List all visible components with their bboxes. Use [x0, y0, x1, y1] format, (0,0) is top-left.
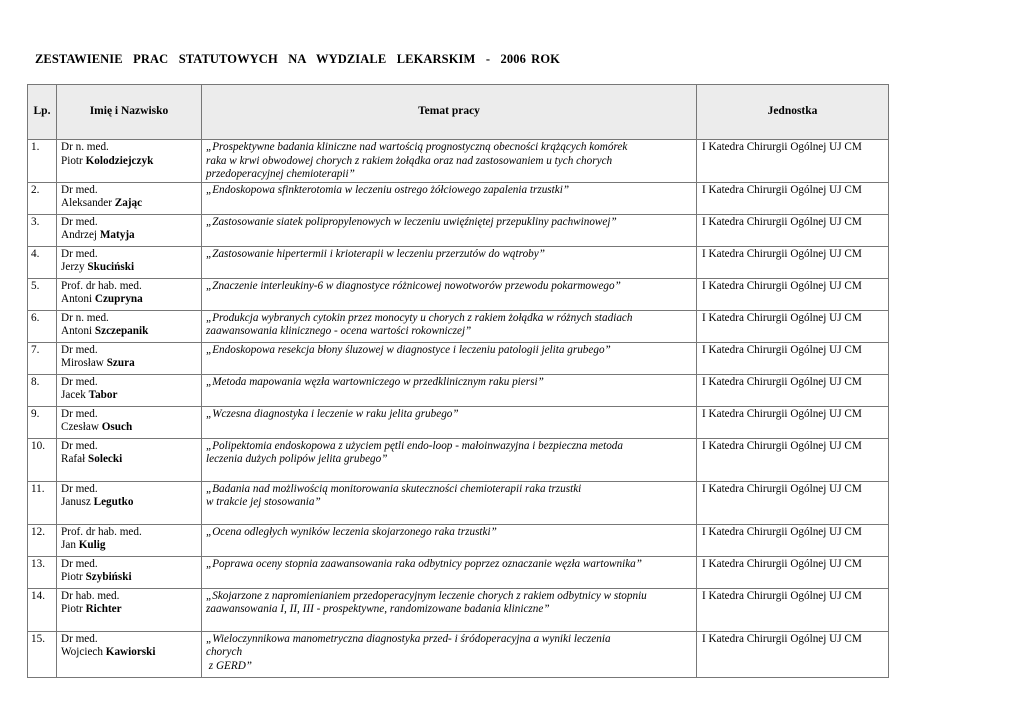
first-name: Janusz — [61, 496, 94, 509]
first-name: Wojciech — [61, 646, 106, 659]
academic-degree: Dr n. med. — [61, 141, 109, 153]
surname: Legutko — [93, 496, 134, 509]
author-cell — [57, 588, 202, 631]
topic-cell — [202, 310, 697, 342]
table-row — [28, 140, 889, 183]
unit-cell: I Katedra Chirurgii Ogólnej UJ CM — [697, 438, 889, 481]
unit-cell: I Katedra Chirurgii Ogólnej UJ CM — [697, 182, 889, 214]
row-number: 3. — [28, 214, 57, 246]
first-name: Antoni — [61, 325, 95, 338]
unit-cell: I Katedra Chirurgii Ogólnej UJ CM — [697, 342, 889, 374]
row-number: 1. — [28, 140, 57, 183]
topic-cell — [202, 481, 697, 524]
topic-cell — [202, 246, 697, 278]
unit-cell: I Katedra Chirurgii Ogólnej UJ CM — [697, 588, 889, 631]
unit-cell: I Katedra Chirurgii Ogólnej UJ CM — [697, 524, 889, 556]
author-cell — [57, 481, 202, 524]
row-number: 9. — [28, 406, 57, 438]
topic-line: zaawansowania I, II, III - prospektywne, randomizowane badania kliniczne” — [206, 603, 550, 616]
topic-cell — [202, 438, 697, 481]
surname: Kolodziejczyk — [85, 154, 154, 167]
author-cell — [57, 438, 202, 481]
surname: Kawiorski — [105, 646, 156, 659]
surname: Szura — [106, 357, 135, 370]
academic-degree: Dr med. — [61, 375, 98, 388]
table-row — [28, 246, 889, 278]
unit-cell: I Katedra Chirurgii Ogólnej UJ CM — [697, 140, 889, 183]
author-cell — [57, 214, 202, 246]
academic-degree: Dr med. — [61, 407, 98, 420]
topic-line: w trakcie jej stosowania” — [206, 496, 321, 509]
topic-line: „Endoskopowa resekcja błony śluzowej w diagnostyce i leczeniu patologii jelita grubego” — [206, 343, 611, 356]
table-row — [28, 481, 889, 524]
topic-cell — [202, 278, 697, 310]
academic-degree: Dr n. med. — [61, 311, 109, 324]
row-number: 7. — [28, 342, 57, 374]
first-name: Jacek — [61, 389, 89, 402]
author-cell — [57, 556, 202, 588]
unit-cell: I Katedra Chirurgii Ogólnej UJ CM — [697, 278, 889, 310]
topic-cell — [202, 524, 697, 556]
row-number: 8. — [28, 374, 57, 406]
author-cell — [57, 140, 202, 183]
topic-line: „Polipektomia endoskopowa z użyciem pętli endo-loop - małoinwazyjna i bezpieczna metoda — [206, 439, 623, 452]
unit-cell: I Katedra Chirurgii Ogólnej UJ CM — [697, 631, 889, 677]
unit-cell: I Katedra Chirurgii Ogólnej UJ CM — [697, 481, 889, 524]
row-number: 5. — [28, 278, 57, 310]
surname: Szczepanik — [94, 325, 149, 338]
page-title: ZESTAWIENIE PRAC STATUTOWYCH NA WYDZIALE LEKARSKIM - 2006 ROK — [35, 52, 560, 66]
surname: Matyja — [99, 229, 135, 242]
author-name — [61, 571, 197, 585]
author-name — [61, 325, 197, 339]
table-row — [28, 588, 889, 631]
author-name — [61, 496, 197, 510]
topic-line: „Produkcja wybranych cytokin przez monocyty u chorych z rakiem żołądka w różnych stadiach — [206, 311, 633, 324]
row-number: 13. — [28, 556, 57, 588]
first-name: Czesław — [61, 421, 102, 434]
topic-cell — [202, 342, 697, 374]
table-row — [28, 278, 889, 310]
unit-cell: I Katedra Chirurgii Ogólnej UJ CM — [697, 310, 889, 342]
author-name — [61, 421, 197, 435]
academic-degree: Dr med. — [61, 482, 98, 495]
academic-degree: Prof. dr hab. med. — [61, 525, 142, 538]
academic-degree: Dr med. — [61, 215, 98, 228]
topic-line: „Ocena odległych wyników leczenia skojarzonego raka trzustki” — [206, 525, 497, 538]
surname: Szybiński — [85, 571, 132, 584]
academic-degree: Dr med. — [61, 439, 98, 452]
author-cell — [57, 524, 202, 556]
row-number: 14. — [28, 588, 57, 631]
topic-line: „Wieloczynnikowa manometryczna diagnostyka przed- i śródoperacyjna a wyniki leczenia — [206, 632, 611, 645]
topic-line: z GERD” — [206, 659, 252, 672]
table-row — [28, 374, 889, 406]
topic-line: „Prospektywne badania kliniczne nad wartością prognostyczną obecności krążących komórek — [206, 141, 628, 153]
row-number: 15. — [28, 631, 57, 677]
header-name: Imię i Nazwisko — [57, 85, 202, 140]
author-cell — [57, 374, 202, 406]
row-number: 10. — [28, 438, 57, 481]
surname: Czupryna — [94, 293, 143, 306]
academic-degree: Dr hab. med. — [61, 589, 120, 602]
table-row — [28, 214, 889, 246]
academic-degree: Prof. dr hab. med. — [61, 279, 142, 292]
table-row — [28, 342, 889, 374]
topic-line: „Endoskopowa sfinkterotomia w leczeniu ostrego żółciowego zapalenia trzustki” — [206, 183, 570, 196]
row-number: 11. — [28, 481, 57, 524]
topic-cell — [202, 214, 697, 246]
unit-cell: I Katedra Chirurgii Ogólnej UJ CM — [697, 406, 889, 438]
academic-degree: Dr med. — [61, 183, 98, 196]
topic-line: „Zastosowanie siatek polipropylenowych w leczeniu uwięźniętej przepukliny pachwinowej” — [206, 215, 617, 228]
author-cell — [57, 406, 202, 438]
unit-cell: I Katedra Chirurgii Ogólnej UJ CM — [697, 214, 889, 246]
topic-line: przedoperacyjnej chemioterapii” — [206, 168, 355, 181]
first-name: Aleksander — [61, 197, 115, 210]
author-name — [61, 357, 197, 371]
surname: Skuciński — [87, 261, 135, 274]
table-header-row — [28, 85, 889, 140]
author-name — [61, 261, 197, 275]
topic-cell — [202, 140, 697, 183]
topic-cell — [202, 588, 697, 631]
surname: Zając — [114, 197, 143, 210]
unit-cell: I Katedra Chirurgii Ogólnej UJ CM — [697, 246, 889, 278]
author-name — [61, 155, 197, 169]
author-cell — [57, 342, 202, 374]
topic-cell — [202, 182, 697, 214]
table-row — [28, 631, 889, 677]
table-row — [28, 310, 889, 342]
topic-cell — [202, 631, 697, 677]
author-name — [61, 603, 197, 617]
table-row — [28, 406, 889, 438]
surname: Kulig — [78, 539, 106, 552]
academic-degree: Dr med. — [61, 247, 98, 260]
first-name: Rafał — [61, 453, 89, 466]
author-cell — [57, 278, 202, 310]
first-name: Mirosław — [61, 357, 107, 370]
academic-degree: Dr med. — [61, 557, 98, 570]
first-name: Antoni — [61, 293, 95, 306]
author-name — [61, 453, 197, 467]
table-row — [28, 556, 889, 588]
unit-cell: I Katedra Chirurgii Ogólnej UJ CM — [697, 556, 889, 588]
row-number: 2. — [28, 182, 57, 214]
header-topic: Temat pracy — [202, 85, 697, 140]
topic-line: „Metoda mapowania węzła wartowniczego w przedklinicznym raku piersi” — [206, 375, 544, 388]
unit-cell: I Katedra Chirurgii Ogólnej UJ CM — [697, 374, 889, 406]
author-cell — [57, 310, 202, 342]
topic-cell — [202, 406, 697, 438]
surname: Solecki — [88, 453, 123, 466]
topic-line: „Wczesna diagnostyka i leczenie w raku jelita grubego” — [206, 407, 459, 420]
topic-line: raka w krwi obwodowej chorych z rakiem żołądka oraz nad zastosowaniem u tych chorych — [206, 154, 613, 167]
author-cell — [57, 631, 202, 677]
surname: Richter — [85, 603, 122, 616]
author-name — [61, 389, 197, 403]
topic-line: „Znaczenie interleukiny-6 w diagnostyce różnicowej nowotworów przewodu pokarmowego” — [206, 279, 621, 292]
row-number: 12. — [28, 524, 57, 556]
author-name — [61, 229, 197, 243]
topic-line: zaawansowania klinicznego - ocena wartości rokowniczej” — [206, 325, 472, 338]
first-name: Piotr — [61, 603, 86, 616]
topic-line: „Zastosowanie hipertermii i krioterapii w leczeniu przerzutów do wątroby” — [206, 247, 545, 260]
author-name — [61, 646, 197, 660]
row-number: 6. — [28, 310, 57, 342]
first-name: Jerzy — [61, 261, 88, 274]
row-number: 4. — [28, 246, 57, 278]
topic-cell — [202, 556, 697, 588]
first-name: Andrzej — [61, 229, 100, 242]
first-name: Piotr — [61, 154, 86, 167]
surname: Osuch — [101, 421, 133, 434]
header-unit: Jednostka — [697, 85, 889, 140]
topic-line: „Badania nad możliwością monitorowania skuteczności chemioterapii raka trzustki — [206, 482, 582, 495]
topic-line: „Poprawa oceny stopnia zaawansowania raka odbytnicy poprzez oznaczanie węzła wartownika” — [206, 557, 642, 570]
surname: Tabor — [88, 389, 118, 402]
author-cell — [57, 246, 202, 278]
author-name — [61, 197, 197, 211]
table-row — [28, 182, 889, 214]
table-row — [28, 438, 889, 481]
topic-line: „Skojarzone z napromienianiem przedoperacyjnym leczenie chorych z rakiem odbytnicy w stopniu — [206, 589, 647, 602]
first-name: Piotr — [61, 571, 86, 584]
first-name: Jan — [61, 539, 79, 552]
topic-line: leczenia dużych polipów jelita grubego” — [206, 453, 388, 466]
author-cell — [57, 182, 202, 214]
table-row — [28, 524, 889, 556]
academic-degree: Dr med. — [61, 632, 98, 645]
header-lp: Lp. — [28, 85, 57, 140]
works-table — [27, 84, 889, 678]
topic-line: chorych — [206, 646, 243, 659]
academic-degree: Dr med. — [61, 343, 98, 356]
author-name — [61, 293, 197, 307]
topic-cell — [202, 374, 697, 406]
author-name — [61, 539, 197, 553]
